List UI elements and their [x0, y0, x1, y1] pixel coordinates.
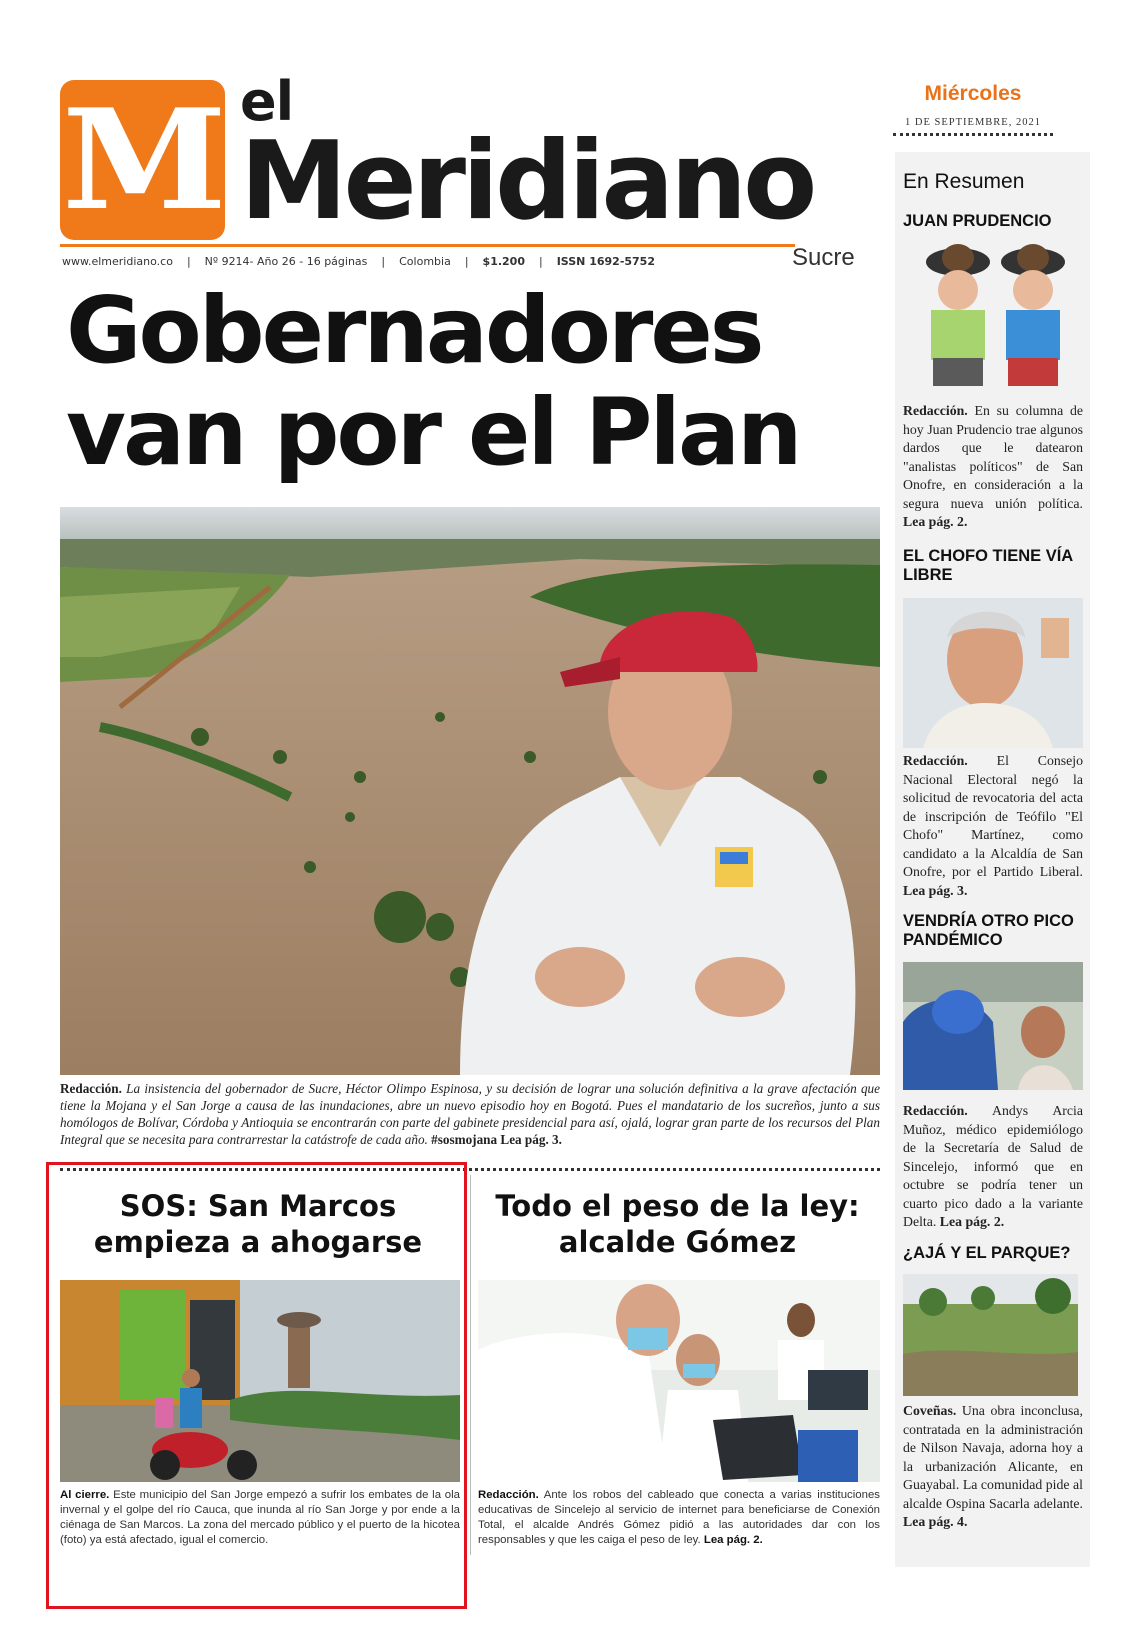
- masthead-info: [62, 252, 655, 270]
- sidebar-item-heading[interactable]: EL CHOFO TIENE VÍA LIBRE: [903, 547, 1073, 584]
- park-image: [903, 1274, 1078, 1396]
- price: $1.200: [482, 254, 525, 268]
- cartoon-image: [903, 240, 1083, 396]
- caption-lead: Al cierre.: [60, 1489, 110, 1501]
- caption-tag-link[interactable]: #sosmojana Lea pág. 3.: [431, 1132, 562, 1147]
- read-more-link[interactable]: Lea pág. 2.: [939, 1214, 1005, 1229]
- country: Colombia: [399, 254, 451, 268]
- logo-el: el: [240, 70, 294, 133]
- main-headline[interactable]: [66, 277, 886, 486]
- column-divider: [470, 1175, 471, 1555]
- edition-name: Sucre: [792, 244, 855, 271]
- caption-lead: Redacción.: [60, 1081, 122, 1096]
- caption-text: Este municipio del San Jorge empezó a sufrir los embates de la ola invernal y el golpe del río Cauca, que inunda al río San Jorge y por ende a la ciénaga de San Marcos. La zona del mercado público y el puerto de la hicotea (foto) ya está afectado, igual el comercio.: [60, 1489, 460, 1546]
- main-photo[interactable]: [60, 507, 880, 1075]
- date-divider: [893, 133, 1053, 136]
- sidebar-item-text: Redacción. Andys Arcia Muñoz, médico epidemiólogo de la Secretaría de Salud de Sincelejo, informó que en octubre se podría tener un cuarto pico dado a la variante Delta. Lea pág. 2.: [903, 1103, 1083, 1229]
- sidebar-item-heading[interactable]: ¿AJÁ Y EL PARQUE?: [903, 1244, 1071, 1262]
- headline-line-1: Gobernadores: [66, 277, 762, 384]
- highlight-frame: [46, 1162, 467, 1609]
- date-full: 1 DE SEPTIEMBRE, 2021: [905, 117, 1041, 128]
- main-story-caption: [60, 1080, 880, 1148]
- divider: |: [464, 254, 469, 268]
- caption-lead: Redacción.: [478, 1489, 539, 1501]
- read-more-link[interactable]: Lea pág. 2.: [903, 514, 968, 529]
- divider: |: [539, 254, 543, 268]
- caption-ref-link[interactable]: Lea pág. 2.: [703, 1534, 763, 1546]
- logo-wordmark: Meridiano: [240, 119, 814, 244]
- headline-line-2: van por el Plan: [66, 379, 800, 486]
- read-more-link[interactable]: Lea pág. 3.: [903, 882, 968, 898]
- issue-info: Nº 9214- Año 26 - 16 páginas: [204, 254, 368, 268]
- logo-mark: [60, 80, 225, 240]
- divider: |: [381, 254, 386, 268]
- sidebar-item-text: Coveñas. Una obra inconclusa, contratada en la administración de Nilson Navaja, adorna hoy a la urbanización Alicante, en Guayabal. La comunidad pide al alcalde Ospina Sacarla adelante. Lea pág. 4.: [903, 1403, 1083, 1529]
- story-right-title[interactable]: Todo el peso de la ley: alcalde Gómez: [495, 1189, 860, 1259]
- vaccination-image: [903, 962, 1083, 1090]
- story-left-title[interactable]: SOS: San Marcos empieza a ahogarse: [93, 1189, 423, 1259]
- masthead-rule: [60, 244, 795, 247]
- school-computers-photo: [478, 1280, 880, 1482]
- story-right-photo[interactable]: [478, 1280, 880, 1482]
- logo-letter: M: [62, 80, 223, 240]
- caption-text: Ante los robos del cableado que conecta a varias instituciones educativas de Sincelejo al servicio de internet para beneficiarse de Conexión Total, el alcalde Andrés Gómez pidió a las autoridades dar con los responsables y que les caiga el peso de ley.: [478, 1489, 880, 1546]
- read-more-link[interactable]: Lea pág. 4.: [903, 1514, 968, 1529]
- caption-text: La insistencia del gobernador de Sucre, Héctor Olimpo Espinosa, y su decisión de lograr una solución definitiva a la grave afectación que tiene la Mojana y el San Jorge a causa de las inundaciones, abre un nuevo episodio hoy en Bogotá. Pues el mandatario de los sucreños, junto a sus homólogos de Bolívar, Córdoba y Antioquia se encontrarán con parte del gabinete presidencial para así, ojalá, lograr gran parte de los recursos del Plan Integral que se necesita para contrarrestar la catástrofe de cada año.: [60, 1081, 880, 1147]
- sidebar-item-heading[interactable]: VENDRÍA OTRO PICO PANDÉMICO: [903, 912, 1074, 949]
- portrait-image: [903, 598, 1083, 748]
- story-right-caption: [478, 1488, 880, 1548]
- sidebar-item-text: Redacción. En su columna de hoy Juan Prudencio trae algunos dardos que le datearon "analistas políticos" de San Onofre, en consideración a la segura nueva unión política. Lea pág. 2.: [903, 403, 1083, 529]
- flood-aerial-photo: [60, 507, 880, 1075]
- date-day: Miércoles: [924, 82, 1022, 105]
- sidebar-item-heading[interactable]: JUAN PRUDENCIO: [903, 212, 1052, 230]
- divider: |: [186, 254, 191, 268]
- sidebar-item-text: Redacción. El Consejo Nacional Electoral negó la solicitud de revocatoria del acta de inscripción de Teófilo "El Chofo" Martínez, como candidato a la Alcaldía de San Onofre, por el Partido Liberal. Lea pág. 3.: [903, 753, 1083, 898]
- website-link[interactable]: www.elmeridiano.co: [62, 254, 173, 268]
- sidebar-title: En Resumen: [903, 170, 1025, 193]
- issn: ISSN 1692-5752: [556, 254, 655, 268]
